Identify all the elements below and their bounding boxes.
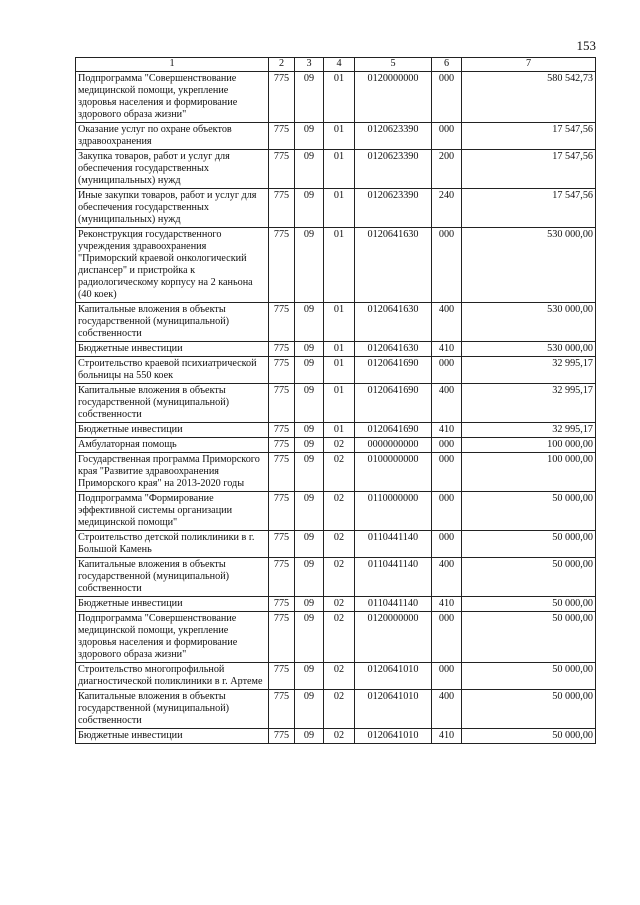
target-article-code: 0120641010 xyxy=(355,729,432,744)
table-row xyxy=(76,597,596,612)
expense-type-code: 410 xyxy=(432,729,462,744)
table-row xyxy=(76,123,596,150)
expense-type-code: 400 xyxy=(432,690,462,729)
section-code: 09 xyxy=(295,228,324,303)
subsection-code: 02 xyxy=(324,597,355,612)
expense-type-code: 000 xyxy=(432,123,462,150)
row-name: Иные закупки товаров, работ и услуг для обеспечения государственных (муниципальных) нужд xyxy=(76,189,269,228)
column-header: 6 xyxy=(432,58,462,72)
ministry-code: 775 xyxy=(269,492,295,531)
subsection-code: 02 xyxy=(324,453,355,492)
column-header: 1 xyxy=(76,58,269,72)
header-row xyxy=(76,58,596,72)
target-article-code: 0120641010 xyxy=(355,690,432,729)
row-amount: 32 995,17 xyxy=(462,384,596,423)
row-amount: 50 000,00 xyxy=(462,663,596,690)
ministry-code: 775 xyxy=(269,423,295,438)
table-row xyxy=(76,384,596,423)
row-name: Оказание услуг по охране объектов здравоохранения xyxy=(76,123,269,150)
subsection-code: 01 xyxy=(324,150,355,189)
row-amount: 32 995,17 xyxy=(462,423,596,438)
table-row xyxy=(76,531,596,558)
ministry-code: 775 xyxy=(269,357,295,384)
target-article-code: 0110441140 xyxy=(355,597,432,612)
row-name: Капитальные вложения в объекты государственной (муниципальной) собственности xyxy=(76,384,269,423)
table-row xyxy=(76,342,596,357)
section-code: 09 xyxy=(295,729,324,744)
expense-type-code: 410 xyxy=(432,342,462,357)
subsection-code: 01 xyxy=(324,423,355,438)
subsection-code: 02 xyxy=(324,531,355,558)
column-header: 4 xyxy=(324,58,355,72)
row-name: Подпрограмма "Формирование эффективной системы организации медицинской помощи" xyxy=(76,492,269,531)
ministry-code: 775 xyxy=(269,72,295,123)
table-row xyxy=(76,438,596,453)
table-row xyxy=(76,423,596,438)
row-name: Капитальные вложения в объекты государственной (муниципальной) собственности xyxy=(76,690,269,729)
table-row xyxy=(76,492,596,531)
subsection-code: 01 xyxy=(324,72,355,123)
row-name: Строительство детской поликлиники в г. Большой Камень xyxy=(76,531,269,558)
target-article-code: 0120623390 xyxy=(355,189,432,228)
row-amount: 100 000,00 xyxy=(462,453,596,492)
target-article-code: 0110441140 xyxy=(355,531,432,558)
target-article-code: 0110000000 xyxy=(355,492,432,531)
ministry-code: 775 xyxy=(269,558,295,597)
section-code: 09 xyxy=(295,531,324,558)
table-row xyxy=(76,612,596,663)
row-name: Бюджетные инвестиции xyxy=(76,423,269,438)
expense-type-code: 000 xyxy=(432,531,462,558)
subsection-code: 02 xyxy=(324,612,355,663)
section-code: 09 xyxy=(295,690,324,729)
expense-type-code: 400 xyxy=(432,303,462,342)
subsection-code: 01 xyxy=(324,303,355,342)
ministry-code: 775 xyxy=(269,531,295,558)
section-code: 09 xyxy=(295,189,324,228)
row-amount: 50 000,00 xyxy=(462,492,596,531)
ministry-code: 775 xyxy=(269,690,295,729)
section-code: 09 xyxy=(295,438,324,453)
row-amount: 50 000,00 xyxy=(462,558,596,597)
section-code: 09 xyxy=(295,303,324,342)
subsection-code: 02 xyxy=(324,729,355,744)
ministry-code: 775 xyxy=(269,597,295,612)
column-header: 7 xyxy=(462,58,596,72)
subsection-code: 01 xyxy=(324,189,355,228)
row-amount: 50 000,00 xyxy=(462,729,596,744)
table-row xyxy=(76,357,596,384)
row-name: Бюджетные инвестиции xyxy=(76,342,269,357)
table-row xyxy=(76,303,596,342)
target-article-code: 0120641690 xyxy=(355,423,432,438)
row-amount: 32 995,17 xyxy=(462,357,596,384)
target-article-code: 0120623390 xyxy=(355,150,432,189)
section-code: 09 xyxy=(295,612,324,663)
target-article-code: 0100000000 xyxy=(355,453,432,492)
row-amount: 50 000,00 xyxy=(462,597,596,612)
target-article-code: 0120000000 xyxy=(355,72,432,123)
row-name: Капитальные вложения в объекты государственной (муниципальной) собственности xyxy=(76,303,269,342)
row-amount: 100 000,00 xyxy=(462,438,596,453)
row-name: Амбулаторная помощь xyxy=(76,438,269,453)
expense-type-code: 000 xyxy=(432,663,462,690)
row-name: Строительство краевой психиатрической больницы на 550 коек xyxy=(76,357,269,384)
section-code: 09 xyxy=(295,492,324,531)
expense-type-code: 400 xyxy=(432,384,462,423)
row-amount: 50 000,00 xyxy=(462,690,596,729)
target-article-code: 0120000000 xyxy=(355,612,432,663)
expense-type-code: 000 xyxy=(432,72,462,123)
subsection-code: 02 xyxy=(324,492,355,531)
ministry-code: 775 xyxy=(269,123,295,150)
budget-table xyxy=(75,57,596,744)
subsection-code: 01 xyxy=(324,357,355,384)
section-code: 09 xyxy=(295,423,324,438)
subsection-code: 01 xyxy=(324,384,355,423)
subsection-code: 01 xyxy=(324,228,355,303)
expense-type-code: 200 xyxy=(432,150,462,189)
row-name: Подпрограмма "Совершенствование медицинской помощи, укрепление здоровья населения и формирование здорового образа жизни" xyxy=(76,72,269,123)
row-name: Бюджетные инвестиции xyxy=(76,597,269,612)
row-amount: 17 547,56 xyxy=(462,189,596,228)
column-header: 3 xyxy=(295,58,324,72)
target-article-code: 0120641630 xyxy=(355,303,432,342)
expense-type-code: 400 xyxy=(432,558,462,597)
table-body xyxy=(76,72,596,744)
ministry-code: 775 xyxy=(269,342,295,357)
expense-type-code: 000 xyxy=(432,228,462,303)
section-code: 09 xyxy=(295,357,324,384)
target-article-code: 0120641010 xyxy=(355,663,432,690)
row-name: Государственная программа Приморского края "Развитие здравоохранения Приморского края" на 2013-2020 годы xyxy=(76,453,269,492)
section-code: 09 xyxy=(295,384,324,423)
row-name: Бюджетные инвестиции xyxy=(76,729,269,744)
row-name: Закупка товаров, работ и услуг для обеспечения государственных (муниципальных) нужд xyxy=(76,150,269,189)
row-amount: 530 000,00 xyxy=(462,342,596,357)
expense-type-code: 240 xyxy=(432,189,462,228)
ministry-code: 775 xyxy=(269,453,295,492)
ministry-code: 775 xyxy=(269,228,295,303)
subsection-code: 02 xyxy=(324,690,355,729)
subsection-code: 01 xyxy=(324,342,355,357)
row-amount: 50 000,00 xyxy=(462,531,596,558)
expense-type-code: 410 xyxy=(432,423,462,438)
table-row xyxy=(76,729,596,744)
section-code: 09 xyxy=(295,123,324,150)
section-code: 09 xyxy=(295,663,324,690)
expense-type-code: 000 xyxy=(432,438,462,453)
table-row xyxy=(76,150,596,189)
target-article-code: 0120641690 xyxy=(355,384,432,423)
expense-type-code: 000 xyxy=(432,453,462,492)
table-row xyxy=(76,663,596,690)
target-article-code: 0120641690 xyxy=(355,357,432,384)
table-row xyxy=(76,72,596,123)
section-code: 09 xyxy=(295,453,324,492)
table-row xyxy=(76,228,596,303)
expense-type-code: 000 xyxy=(432,357,462,384)
expense-type-code: 410 xyxy=(432,597,462,612)
table-row xyxy=(76,189,596,228)
subsection-code: 02 xyxy=(324,438,355,453)
ministry-code: 775 xyxy=(269,612,295,663)
section-code: 09 xyxy=(295,150,324,189)
section-code: 09 xyxy=(295,597,324,612)
subsection-code: 01 xyxy=(324,123,355,150)
row-name: Строительство многопрофильной диагностической поликлиники в г. Артеме xyxy=(76,663,269,690)
row-amount: 530 000,00 xyxy=(462,228,596,303)
ministry-code: 775 xyxy=(269,189,295,228)
ministry-code: 775 xyxy=(269,663,295,690)
subsection-code: 02 xyxy=(324,663,355,690)
target-article-code: 0120623390 xyxy=(355,123,432,150)
subsection-code: 02 xyxy=(324,558,355,597)
row-amount: 17 547,56 xyxy=(462,123,596,150)
ministry-code: 775 xyxy=(269,384,295,423)
row-amount: 580 542,73 xyxy=(462,72,596,123)
target-article-code: 0000000000 xyxy=(355,438,432,453)
expense-type-code: 000 xyxy=(432,492,462,531)
column-header: 2 xyxy=(269,58,295,72)
target-article-code: 0110441140 xyxy=(355,558,432,597)
row-name: Реконструкция государственного учреждения здравоохранения "Приморский краевой онкологический диспансер" и пристройка к радиологическому корпусу на 2 каньона (40 коек) xyxy=(76,228,269,303)
ministry-code: 775 xyxy=(269,150,295,189)
ministry-code: 775 xyxy=(269,303,295,342)
section-code: 09 xyxy=(295,72,324,123)
ministry-code: 775 xyxy=(269,729,295,744)
row-amount: 17 547,56 xyxy=(462,150,596,189)
expense-type-code: 000 xyxy=(432,612,462,663)
row-amount: 50 000,00 xyxy=(462,612,596,663)
table-row xyxy=(76,558,596,597)
table-row xyxy=(76,453,596,492)
page-number: 153 xyxy=(576,38,596,53)
row-amount: 530 000,00 xyxy=(462,303,596,342)
section-code: 09 xyxy=(295,558,324,597)
target-article-code: 0120641630 xyxy=(355,342,432,357)
column-header: 5 xyxy=(355,58,432,72)
row-name: Капитальные вложения в объекты государственной (муниципальной) собственности xyxy=(76,558,269,597)
row-name: Подпрограмма "Совершенствование медицинской помощи, укрепление здоровья населения и формирование здорового образа жизни" xyxy=(76,612,269,663)
target-article-code: 0120641630 xyxy=(355,228,432,303)
table-row xyxy=(76,690,596,729)
section-code: 09 xyxy=(295,342,324,357)
ministry-code: 775 xyxy=(269,438,295,453)
